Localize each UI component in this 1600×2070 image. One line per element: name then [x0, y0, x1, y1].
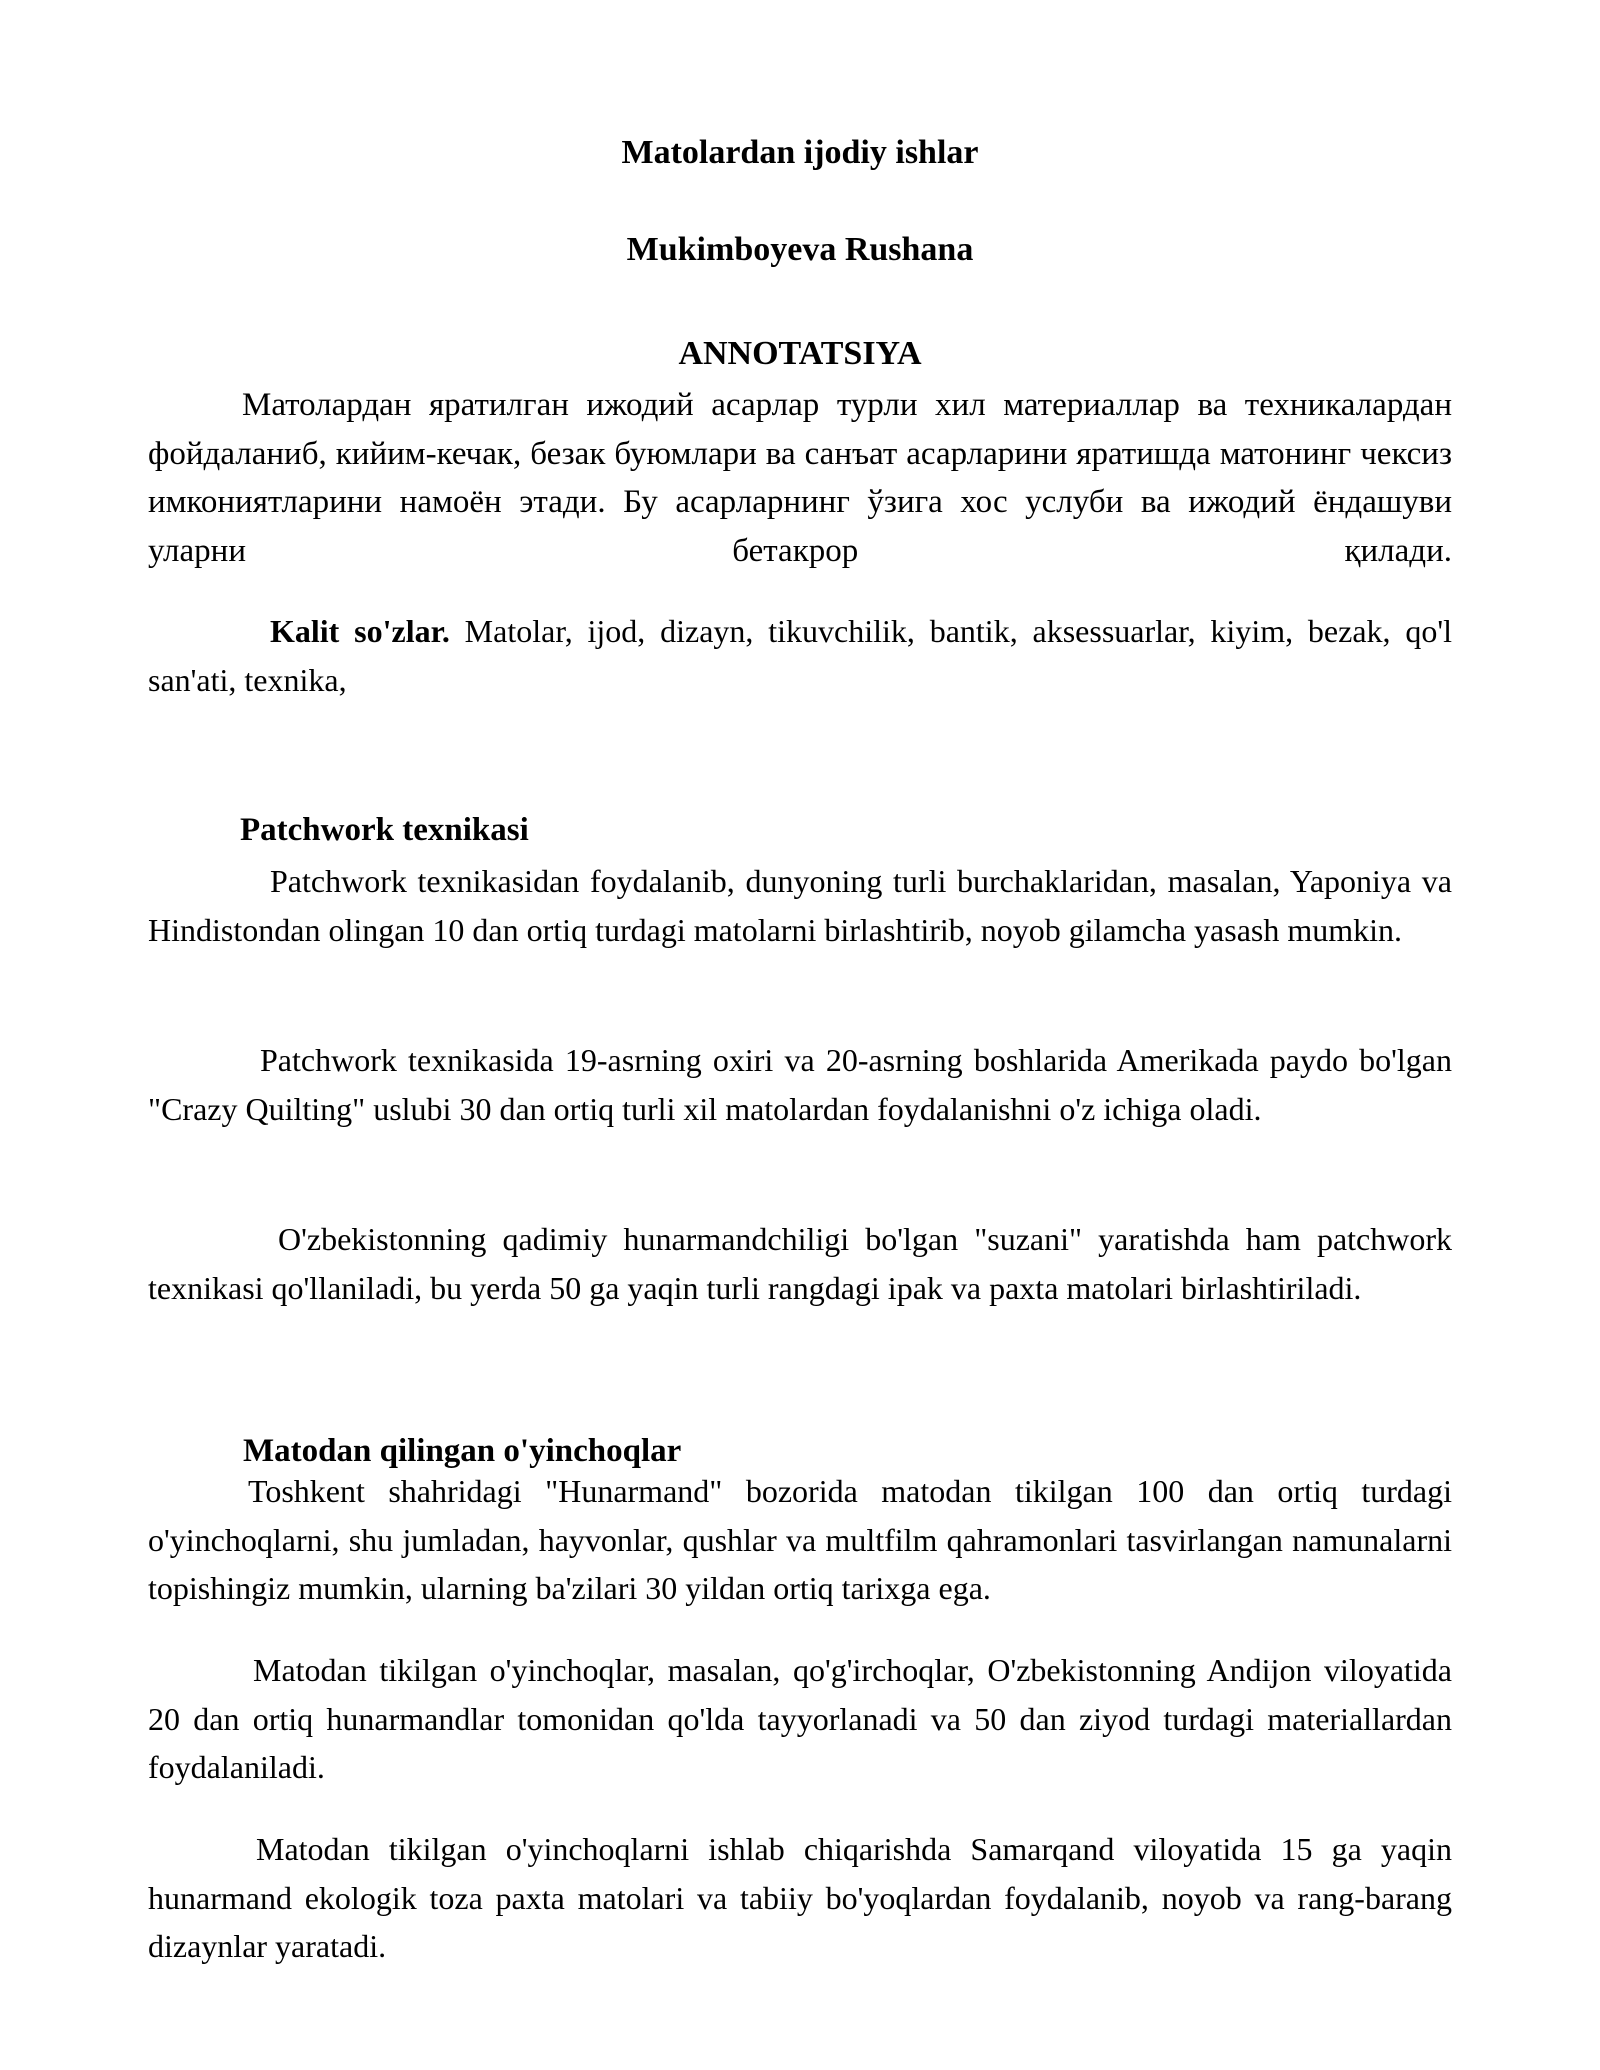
annotation-heading: ANNOTATSIYA — [678, 335, 922, 372]
annotation-text: Матолардан яратилган ижодий асарлар турли хил материаллар ва техникалардан фойдаланиб, кийим-кечак, безак буюмлари ва санъат асарларини яратишда матонинг чексиз имкониятларини намоён этади. Бу асарларнинг ўзига хос услуби ва ижодий ёндашуви уларни бетакрор қилади. — [148, 387, 1452, 569]
paragraph: O'zbekistonning qadimiy hunarmandchiligi bo'lgan "suzani" yaratishda ham patchwork texnikasi qo'llaniladi, bu yerda 50 ga yaqin turli rangdagi ipak va paxta matolari birlashtiriladi. — [148, 1221, 1452, 1306]
keywords-text: Matolar, ijod, dizayn, tikuvchilik, bantik, aksessuarlar, kiyim, bezak, qo'l san'ati, texnika, — [148, 613, 1453, 698]
keywords-paragraph — [148, 607, 1452, 704]
section-heading-toys: Matodan qilingan o'yinchoqlar — [243, 1433, 682, 1469]
paragraph: Matodan tikilgan o'yinchoqlarni ishlab chiqarishda Samarqand viloyatida 15 ga yaqin hunarmand ekologik toza paxta matolari va tabiiy bo'yoqlardan foydalanib, noyob va rang-barang dizaynlar yaratadi. — [148, 1831, 1452, 1964]
keywords-label: Kalit so'zlar. — [270, 613, 450, 649]
paragraph: Patchwork texnikasida 19-asrning oxiri va 20-asrning boshlarida Amerikada paydo bo'lgan "Crazy Quilting" uslubi 30 dan ortiq turli xil matolardan foydalanishni o'z ichiga oladi. — [148, 1042, 1452, 1127]
paragraph: Patchwork texnikasidan foydalanib, dunyoning turli burchaklaridan, masalan, Yaponiya va Hindistondan olingan 10 dan ortiq turdagi matolarni birlashtirib, noyob gilamcha yasash mumkin. — [148, 863, 1452, 948]
document-title: Matolardan ijodiy ishlar — [621, 134, 979, 171]
paragraph: Toshkent shahridagi "Hunarmand" bozorida matodan tikilgan 100 dan ortiq turdagi o'yinchoqlarni, shu jumladan, hayvonlar, qushlar va multfilm qahramonlari tasvirlangan namunalarni topishingiz mumkin, ularning ba'zilari 30 yildan ortiq tarixga ega. — [148, 1473, 1452, 1606]
paragraph: Matodan tikilgan o'yinchoqlar, masalan, qo'g'irchoqlar, O'zbekistonning Andijon viloyatida 20 dan ortiq hunarmandlar tomonidan qo'lda tayyorlanadi va 50 dan ziyod turdagi materiallardan foydalaniladi. — [148, 1652, 1452, 1785]
author-name: Mukimboyeva Rushana — [626, 231, 974, 268]
document-page — [148, 0, 1452, 2070]
section-heading-patchwork: Patchwork texnikasi — [240, 812, 529, 848]
